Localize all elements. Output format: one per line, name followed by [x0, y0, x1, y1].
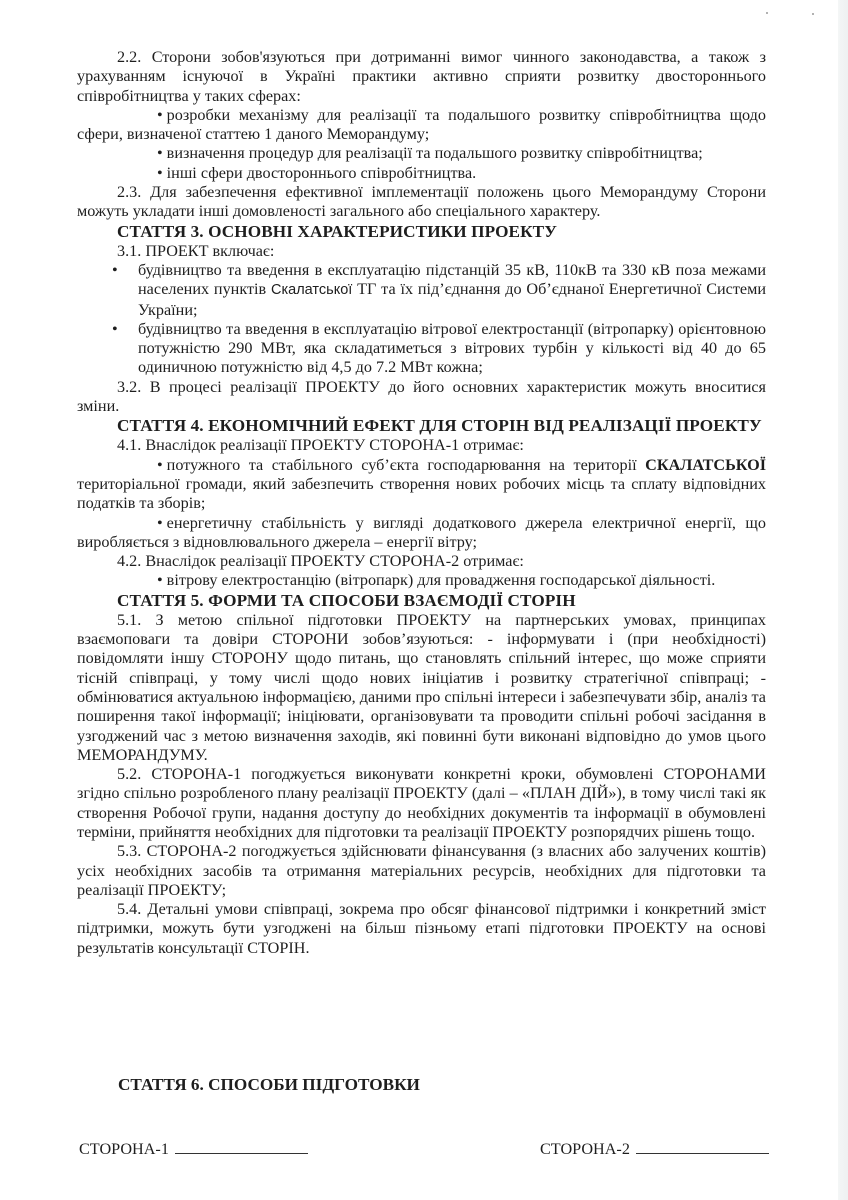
clause-2-2-bullet: • визначення процедур для реалізації та подальшого розвитку співробітництва;	[77, 144, 766, 163]
clause-3-1: 3.1. ПРОЕКТ включає:	[117, 241, 275, 260]
community-name-bold: СКАЛАТСЬКОЇ	[645, 455, 767, 474]
clause-4-2-bullet: • вітрову електростанцію (вітропарк) для провадження господарської діяльності.	[77, 571, 766, 590]
scan-speck	[766, 12, 768, 14]
clause-2-2: 2.2. Сторони зобов'язуються при дотриманні вимог чинного законодавства, а також з урахуванням існуючої в Україні практики активно сприяти розвитку двостороннього співробітництва у таких сферах:	[77, 48, 766, 105]
scan-edge-strip	[838, 0, 848, 1200]
article-3-heading: СТАТТЯ 3. ОСНОВНІ ХАРАКТЕРИСТИКИ ПРОЕКТУ	[117, 221, 557, 241]
signature-label: СТОРОНА-1	[79, 1140, 169, 1158]
clause-4-1-bullet: • потужного та стабільного суб’єкта господарювання на території СКАЛАТСЬКОЇ територіальної громади, який забезпечить створення нових робочих місць та сплату відповідних податків та зборів;	[77, 455, 767, 513]
bullet-icon: •	[157, 105, 163, 124]
article-5-heading: СТАТТЯ 5. ФОРМИ ТА СПОСОБИ ВЗАЄМОДІЇ СТОРІН	[117, 590, 576, 610]
signature-party-1	[79, 1140, 308, 1159]
clause-3-1-bullet: • будівництво та введення в експлуатацію підстанцій 35 кВ, 110кВ та 330 кВ поза межами населених пунктів Скалатської ТГ та їх під’єднання до Об’єднаної Енергетичної Системи України;	[112, 260, 766, 319]
article-6-heading: СТАТТЯ 6. СПОСОБИ ПІДГОТОВКИ	[118, 1075, 420, 1094]
document-page	[77, 48, 766, 958]
clause-2-2-bullet: • інші сфери двостороннього співробітництва.	[77, 164, 766, 183]
bullet-icon: •	[157, 513, 163, 532]
signature-line	[175, 1141, 308, 1154]
signature-label: СТОРОНА-2	[540, 1140, 630, 1158]
clause-3-2: 3.2. В процесі реалізації ПРОЕКТУ до його основних характеристик можуть вноситися зміни.	[77, 377, 766, 416]
clause-2-2-bullet: • розробки механізму для реалізації та подальшого розвитку співробітництва щодо сфери, визначеної статтею 1 даного Меморандуму;	[77, 105, 766, 144]
bullet-icon: •	[112, 260, 118, 279]
bullet-icon: •	[157, 571, 163, 590]
bullet-icon: •	[112, 319, 118, 338]
clause-5-4: 5.4. Детальні умови співпраці, зокрема про обсяг фінансової підтримки і конкретний зміст підтримки, можуть бути узгоджені на більш пізньому етапі підготовки ПРОЕКТУ на основі результатів консультації СТОРІН.	[77, 900, 766, 957]
article-4-heading: СТАТТЯ 4. ЕКОНОМІЧНИЙ ЕФЕКТ ДЛЯ СТОРІН ВІД РЕАЛІЗАЦІЇ ПРОЕКТУ	[117, 416, 762, 436]
signature-line	[636, 1141, 769, 1154]
clause-4-2: 4.2. Внаслідок реалізації ПРОЕКТУ СТОРОНА-2 отримає:	[117, 552, 524, 571]
bullet-icon: •	[157, 144, 163, 163]
signature-party-2	[540, 1140, 769, 1159]
clause-3-1-bullet: • будівництво та введення в експлуатацію вітрової електростанції (вітропарку) орієнтовною потужністю 290 МВт, яка складатиметься з вітрових турбін у кількості від 40 до 65 одиничною потужністю від 4,5 до 7.2 МВт кожна;	[112, 319, 766, 377]
clause-2-3: 2.3. Для забезпечення ефективної імплементації положень цього Меморандуму Сторони можуть укладати інші домовленості загального або спеціального характеру.	[77, 183, 766, 221]
community-name: Скалатської	[271, 282, 353, 299]
bullet-icon: •	[157, 163, 163, 182]
clause-5-3: 5.3. СТОРОНА-2 погоджується здійснювати фінансування (з власних або залучених коштів) усіх необхідних засобів та отримання матеріальних ресурсів, необхідних для підготовки та реалізації ПРОЕКТУ;	[77, 842, 766, 899]
scan-speck	[812, 13, 814, 15]
clause-4-1-bullet: • енергетичну стабільність у вигляді додаткового джерела електричної енергії, що виробляється з відновлювального джерела – енергії вітру;	[77, 513, 766, 551]
clause-4-1: 4.1. Внаслідок реалізації ПРОЕКТУ СТОРОНА-1 отримає:	[117, 436, 524, 455]
clause-5-2: 5.2. СТОРОНА-1 погоджується виконувати конкретні кроки, обумовлені СТОРОНАМИ згідно спільно розробленого плану реалізації ПРОЕКТУ (далі – «ПЛАН ДІЙ»), в тому числі такі як створення Робочої групи, надання доступу до необхідних документів та інформації в обумовлені терміни, прийняття необхідних для підготовки та реалізації ПРОЕКТУ розпорядчих рішень тощо.	[77, 765, 766, 841]
clause-5-1: 5.1. З метою спільної підготовки ПРОЕКТУ на партнерських умовах, принципах взаємоповаги та довіри СТОРОНИ зобов’язуються: - інформувати і (при необхідності) повідомляти іншу СТОРОНУ щодо питань, що становлять спільний інтерес, що може сприяти тісній співпраці, у тому числі щодо нових ініціатив і розвитку стратегічної співпраці; - обмінюватися актуальною інформацією, даними про спільні інтереси і забезпечувати збір, аналіз та поширення такої інформації; ініціювати, організовувати та проводити спільні робочі засідання в узгоджений час з метою визначення заходів, які повинні бути виконані відповідно до умов цього МЕМОРАНДУМУ.	[77, 610, 766, 764]
bullet-icon: •	[157, 455, 163, 474]
